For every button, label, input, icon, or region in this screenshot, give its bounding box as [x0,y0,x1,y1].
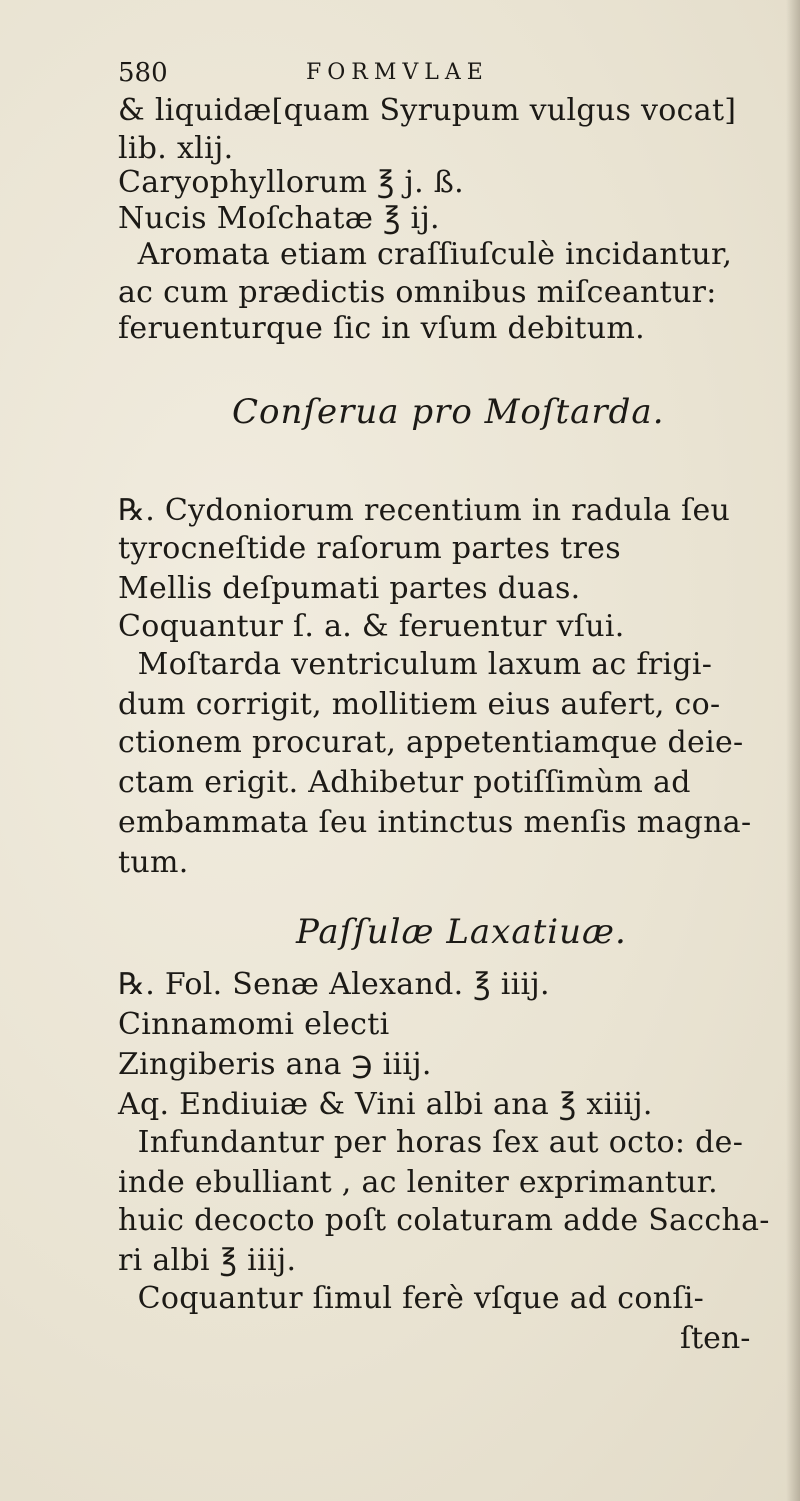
text-line: Coquantur ſimul ferè vſque ad conſi- [118,1281,705,1316]
text-line: & liquidæ[quam Syrupum vulgus vocat] [118,93,737,128]
page-number: 580 [118,58,168,88]
text-line: Infundantur per horas ſex aut octo: de- [118,1125,744,1160]
text-line: ri albi ℥ iiij. [118,1243,297,1278]
text-line: feruenturque ſic in vſum debitum. [118,311,645,346]
text-line: Cinnamomi electi [118,1007,390,1042]
text-line: dum corrigit, mollitiem eius aufert, co- [118,687,721,722]
text-line: ac cum prædictis omnibus miſceantur: [118,275,717,310]
page-header [118,56,758,90]
text-line: Moſtarda ventriculum laxum ac frigi- [118,647,713,682]
running-head: FORMVLAE [306,60,489,85]
text-line: ctionem procurat, appetentiamque deie- [118,725,744,760]
text-line: lib. xlij. [118,131,234,166]
text-line: Zingiberis ana ℈ iiij. [118,1047,432,1082]
text-line: tum. [118,845,189,880]
text-line: inde ebulliant , ac leniter exprimantur. [118,1165,718,1200]
text-line: ctam erigit. Adhibetur potiſſimùm ad [118,765,691,800]
text-line: huic decocto poſt colaturam adde Saccha- [118,1203,770,1238]
text-line: Aromata etiam craſſiuſculè incidantur, [118,237,733,272]
text-line: embammata ſeu intinctus menſis magna- [118,805,752,840]
text-line: ℞. Cydoniorum recentium in radula ſeu [118,493,731,528]
text-line: Coquantur ſ. a. & feruentur vſui. [118,609,625,644]
section-heading-moftarda: Conſerua pro Moſtarda. [232,392,665,432]
text-line: tyrocneſtide raſorum partes tres [118,531,621,566]
section-heading-paffulae: Paſſulæ Laxatiuæ. [296,912,627,952]
text-line: Nucis Moſchatæ ℥ ij. [118,201,440,236]
text-line: ℞. Fol. Senæ Alexand. ℥ iiij. [118,967,550,1002]
text-line: Mellis deſpumati partes duas. [118,571,581,606]
catchword: ſten- [680,1321,751,1356]
text-line: Aq. Endiuiæ & Vini albi ana ℥ xiiij. [118,1087,653,1122]
text-line: Caryophyllorum ℥ j. ß. [118,165,464,200]
